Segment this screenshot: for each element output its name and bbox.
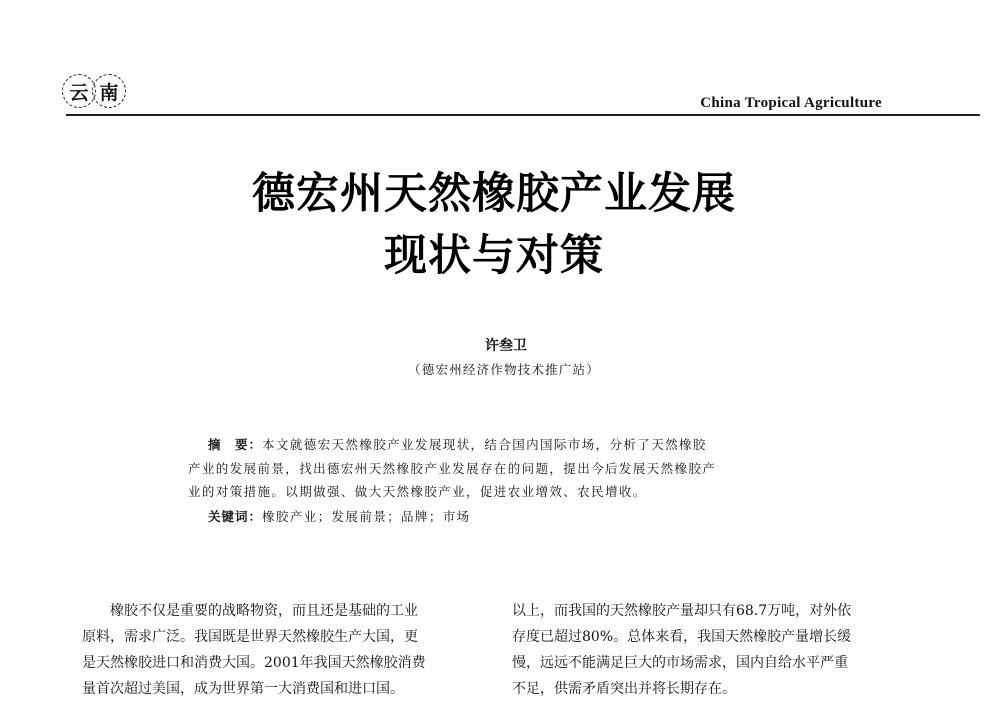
abstract-line: 产业的发展前景，找出德宏州天然橡胶产业发展存在的问题，提出今后发展天然橡胶产 [188, 460, 717, 476]
body-line: 存度已超过80%。总体来看，我国天然橡胶产量增长缓 [512, 629, 852, 645]
badge-char: 南 [92, 74, 126, 108]
body-line: 以上，而我国的天然橡胶产量却只有68.7万吨，对外依 [512, 603, 852, 619]
keywords-text: 橡胶产业；发展前景；品牌；市场 [262, 509, 471, 524]
author-affiliation: （德宏州经济作物技术推广站） [408, 362, 600, 377]
body-column-right [512, 598, 912, 702]
header-rule [66, 114, 980, 116]
body-line: 慢，远远不能满足巨大的市场需求，国内自给水平严重 [512, 655, 848, 671]
author-name: 许叁卫 [485, 338, 527, 354]
body-line: 量首次超过美国，成为世界第一大消费国和进口国。 [82, 681, 404, 697]
abstract-text: 本文就德宏天然橡胶产业发展现状，结合国内国际市场，分析了天然橡胶 [262, 437, 707, 452]
body-column-left [82, 598, 477, 702]
body-line: 不足，供需矛盾突出并将长期存在。 [512, 681, 736, 697]
article-title-line-1: 德宏州天然橡胶产业发展 [252, 169, 736, 219]
abstract-line [188, 433, 828, 457]
body-line: 原料，需求广泛。我国既是世界天然橡胶生产大国，更 [82, 629, 418, 645]
region-badge [62, 74, 126, 108]
body-line: 橡胶不仅是重要的战略物资，而且还是基础的工业 [82, 603, 418, 619]
abstract-line: 业的对策措施。以期做强、做大天然橡胶产业，促进农业增效、农民增收。 [188, 484, 647, 499]
keywords-label: 关键词： [208, 509, 263, 524]
abstract [188, 433, 828, 504]
badge-char: 云 [62, 74, 96, 108]
article-title-line-2: 现状与对策 [384, 231, 604, 281]
abstract-label: 摘 要： [208, 437, 263, 452]
keywords [208, 505, 848, 529]
body-line: 是天然橡胶进口和消费大国。2001年我国天然橡胶消费 [82, 655, 426, 671]
journal-name: China Tropical Agriculture [700, 95, 882, 111]
